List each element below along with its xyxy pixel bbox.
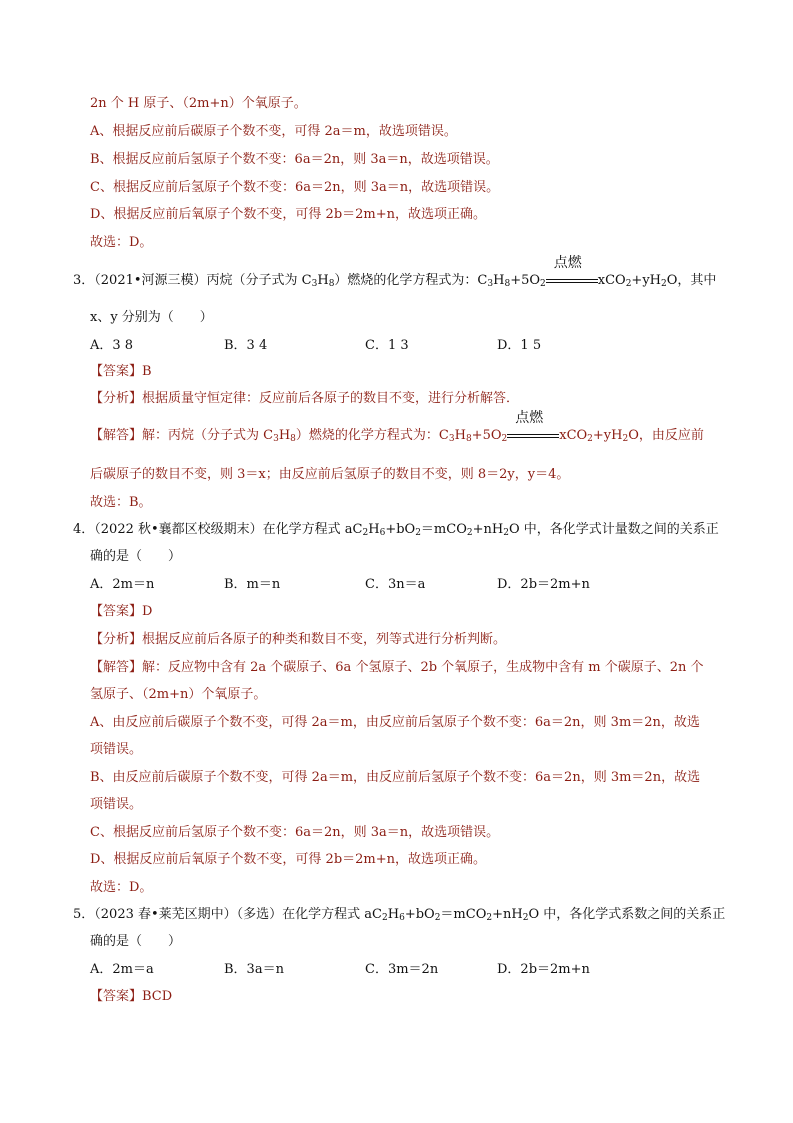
option-a: A．3 8 xyxy=(90,338,134,353)
text-line: 故选：D。 xyxy=(90,235,153,250)
option-d: D．1 5 xyxy=(497,338,542,353)
reaction-arrow: 点燃 xyxy=(546,273,598,289)
solution-text: 【解答】解：丙烷（分子式为 $C_3H_8$）燃烧的化学方程式为：$C_3H_8+5O_2$ 点燃 $xCO_2+yH_2O$，由反应前 xyxy=(90,410,704,444)
text-line: A、根据反应前后碳原子个数不变，可得 2a＝m，故选项错误。 xyxy=(90,124,457,139)
question-3-stem-line2: x、y 分别为（ ） xyxy=(90,310,213,325)
option-d: D．2b＝2m+n xyxy=(497,962,590,977)
option-a-analysis-cont: 项错误。 xyxy=(90,742,143,757)
solution-text-line2: 氢原子、（2m+n）个氧原子。 xyxy=(90,687,267,702)
option-c-analysis: C、根据反应前后氢原子个数不变：6a＝2n，则 3a＝n，故选项错误。 xyxy=(90,825,500,840)
option-b-analysis-cont: 项错误。 xyxy=(90,797,143,812)
option-b: B．m＝n xyxy=(224,577,281,592)
analysis-text: 【分析】根据质量守恒定律：反应前后各原子的数目不变，进行分析解答． xyxy=(90,391,520,406)
answer-label: 【答案】BCD xyxy=(90,989,173,1004)
option-a: A．2m＝n xyxy=(90,577,155,592)
option-d-analysis: D、根据反应前后氧原子个数不变，可得 2b＝2m+n，故选项正确。 xyxy=(90,852,487,867)
select-text: 故选：B。 xyxy=(90,495,152,510)
text-line: B、根据反应前后氢原子个数不变：6a＝2n，则 3a＝n，故选项错误。 xyxy=(90,152,499,167)
solution-text: 【解答】解：反应物中含有 2a 个碳原子、6a 个氢原子、2b 个氧原子，生成物中含有 m 个碳原子、2n 个 xyxy=(90,660,704,675)
text-line: D、根据反应前后氧原子个数不变，可得 2b＝2m+n，故选项正确。 xyxy=(90,207,487,222)
option-c: C．1 3 xyxy=(365,338,409,353)
question-3-stem: 3．（2021•河源三模）丙烷（分子式为 $C_3H_8$）燃烧的化学方程式为：$C_3H_8+5O_2$ 点燃 $xCO_2+yH_2O$，其中 xyxy=(73,255,717,289)
text-line: 2n 个 H 原子、（2m+n）个氧原子。 xyxy=(90,96,307,111)
question-5-stem: 5．（2023 春•莱芜区期中）（多选）在化学方程式 $aC_2H_6+bO_2=mCO_2+nH_2O$ 中，各化学式系数之间的关系正 xyxy=(73,907,726,923)
option-b: B．3 4 xyxy=(224,338,268,353)
option-a: A．2m＝a xyxy=(90,962,154,977)
option-a-analysis: A、由反应前后碳原子个数不变，可得 2a＝m，由反应前后氢原子个数不变：6a＝2n，则 3m＝2n，故选 xyxy=(90,715,700,730)
answer-label: 【答案】B xyxy=(90,364,152,379)
option-c: C．3m＝2n xyxy=(365,962,439,977)
question-5-stem-line2: 确的是（ ） xyxy=(90,934,182,949)
answer-label: 【答案】D xyxy=(90,604,153,619)
select-text: 故选：D。 xyxy=(90,880,153,895)
solution-text-line2: 后碳原子的数目不变，则 3＝x；由反应前后氢原子的数目不变，则 8＝2y，y＝4。 xyxy=(90,467,570,482)
option-b: B．3a＝n xyxy=(224,962,284,977)
option-c: C．3n＝a xyxy=(365,577,426,592)
reaction-arrow: 点燃 xyxy=(507,428,559,444)
option-b-analysis: B、由反应前后碳原子个数不变，可得 2a＝m，由反应前后氢原子个数不变：6a＝2n，则 3m＝2n，故选 xyxy=(90,770,701,785)
analysis-text: 【分析】根据反应前后各原子的种类和数目不变，列等式进行分析判断。 xyxy=(90,632,507,647)
option-d: D．2b＝2m+n xyxy=(497,577,590,592)
question-4-stem: 4．（2022 秋•襄都区校级期末）在化学方程式 $aC_2H_6+bO_2=mCO_2+nH_2O$ 中，各化学式计量数之间的关系正 xyxy=(73,522,719,538)
question-4-stem-line2: 确的是（ ） xyxy=(90,549,182,564)
text-line: C、根据反应前后氢原子个数不变：6a＝2n，则 3a＝n，故选项错误。 xyxy=(90,180,500,195)
